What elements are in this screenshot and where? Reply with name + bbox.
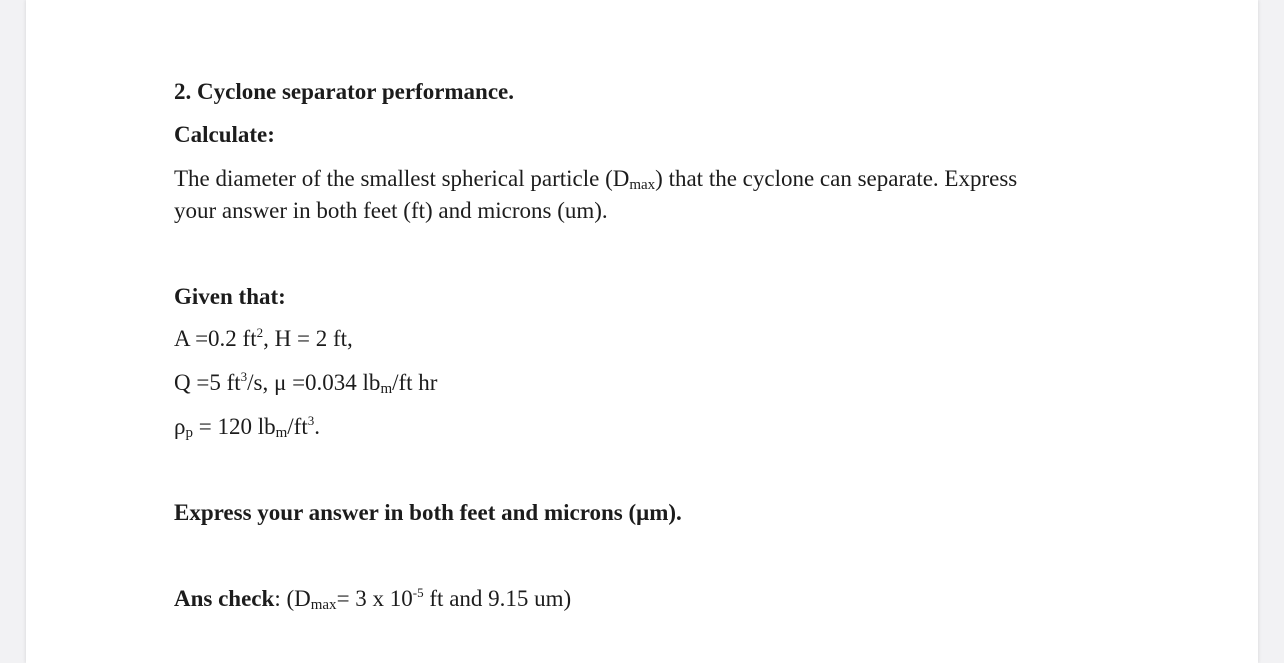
problem-heading: 2. Cyclone separator performance. bbox=[174, 79, 515, 104]
problem-line-1 bbox=[174, 166, 1017, 192]
given-text: . bbox=[314, 414, 320, 439]
answer-text: = 3 x 10 bbox=[336, 586, 413, 611]
answer-label: Ans check bbox=[174, 586, 275, 611]
problem-line-2: your answer in both feet (ft) and microns (um). bbox=[174, 198, 608, 223]
subscript: m bbox=[380, 381, 393, 397]
answer-text: : (D bbox=[274, 586, 311, 611]
subscript: max bbox=[629, 177, 656, 193]
superscript: 2 bbox=[256, 325, 264, 340]
given-text: , H = 2 ft, bbox=[263, 326, 353, 351]
calculate-label: Calculate: bbox=[174, 122, 275, 147]
subscript: m bbox=[275, 425, 288, 441]
answer-check bbox=[174, 586, 571, 612]
problem-text: The diameter of the smallest spherical particle (D bbox=[174, 166, 630, 191]
rho-symbol: ρ bbox=[174, 414, 186, 439]
given-text: = 120 lb bbox=[192, 414, 276, 439]
superscript: -5 bbox=[412, 585, 424, 600]
given-line-2 bbox=[174, 370, 437, 396]
given-text: /ft bbox=[287, 414, 308, 439]
given-label: Given that: bbox=[174, 284, 286, 309]
given-line-3 bbox=[174, 414, 320, 440]
express-instruction: Express your answer in both feet and microns (μm). bbox=[174, 500, 682, 525]
subscript: p bbox=[185, 425, 193, 441]
given-text: A =0.2 ft bbox=[174, 326, 257, 351]
given-text: Q =5 ft bbox=[174, 370, 241, 395]
given-line-1 bbox=[174, 326, 353, 352]
document-page bbox=[26, 0, 1258, 663]
superscript: 3 bbox=[240, 369, 248, 384]
answer-text: ft and 9.15 um) bbox=[423, 586, 572, 611]
given-text: /ft hr bbox=[392, 370, 438, 395]
subscript: max bbox=[310, 597, 337, 613]
problem-text: ) that the cyclone can separate. Express bbox=[655, 166, 1018, 191]
superscript: 3 bbox=[307, 413, 315, 428]
given-text: /s, μ =0.034 lb bbox=[247, 370, 381, 395]
